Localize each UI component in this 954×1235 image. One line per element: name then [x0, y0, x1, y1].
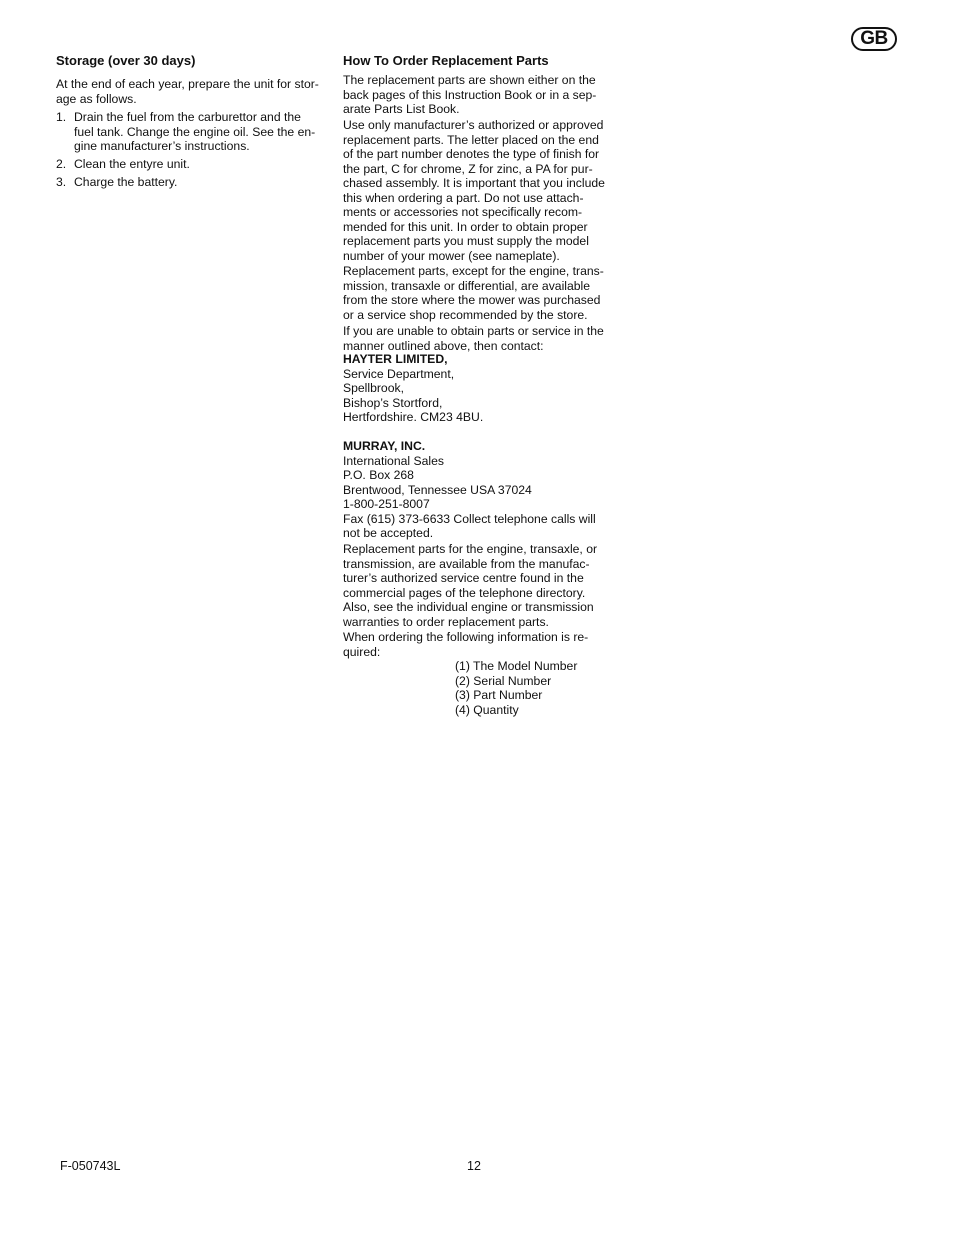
- text-line: turer’s authorized service centre found in the: [343, 571, 584, 585]
- fax-line: Fax (615) 373-6633 Collect telephone calls will: [343, 511, 596, 526]
- text-line: At the end of each year, prepare the unit for stor-: [56, 77, 319, 91]
- text-line: age as follows.: [56, 91, 137, 106]
- address-line: Hertfordshire. CM23 4BU.: [343, 410, 484, 424]
- address-line: Bishop’s Stortford,: [343, 395, 443, 410]
- text-line: fuel tank. Change the engine oil. See the en-: [74, 124, 316, 139]
- list-item: (1) The Model Number: [455, 659, 578, 673]
- list-item: (2) Serial Number: [455, 673, 552, 688]
- address-line: Service Department,: [343, 366, 455, 381]
- document-code: F-050743L: [60, 1159, 121, 1173]
- list-item: (4) Quantity: [455, 702, 519, 717]
- text-line: gine manufacturer’s instructions.: [74, 139, 250, 153]
- text-line: When ordering the following information is re-: [343, 630, 589, 644]
- order-heading: How To Order Replacement Parts: [343, 53, 549, 68]
- text-line: from the store where the mower was purchased: [343, 293, 601, 307]
- text-line: the part, C for chrome, Z for zinc, a PA for pur-: [343, 161, 593, 176]
- text-line: commercial pages of the telephone directory.: [343, 585, 586, 600]
- address-line: P.O. Box 268: [343, 468, 414, 482]
- text-line: warranties to order replacement parts.: [343, 614, 549, 629]
- storage-item-1: [56, 110, 328, 154]
- storage-intro: [56, 77, 319, 106]
- text-line: arate Parts List Book.: [343, 102, 460, 116]
- address-line: Brentwood, Tennessee USA 37024: [343, 482, 532, 497]
- text-line: back pages of this Instruction Book or in a sep-: [343, 87, 597, 102]
- text-line: The replacement parts are shown either on the: [343, 73, 596, 87]
- order-paragraph-2: [343, 118, 605, 263]
- text-line: manner outlined above, then contact:: [343, 338, 544, 353]
- language-badge: GB: [851, 27, 897, 51]
- address-line: International Sales: [343, 453, 444, 468]
- text-line: Replacement parts for the engine, transaxle, or: [343, 542, 598, 556]
- text-line: of the part number denotes the type of finish for: [343, 147, 600, 161]
- text-line: Also, see the individual engine or transmission: [343, 600, 594, 614]
- page-number: 12: [467, 1159, 481, 1173]
- order-paragraph-5: [343, 542, 597, 629]
- text-line: mission, transaxle or differential, are available: [343, 278, 591, 293]
- storage-item-3: [56, 175, 328, 190]
- text-line: this when ordering a part. Do not use attach-: [343, 190, 584, 205]
- storage-heading: Storage (over 30 days): [56, 53, 196, 68]
- required-info-list: [455, 659, 577, 717]
- address-line: Spellbrook,: [343, 381, 404, 395]
- text-line: transmission, are available from the manufac-: [343, 556, 590, 571]
- text-line: Use only manufacturer’s authorized or approved: [343, 118, 604, 132]
- company-name: MURRAY, INC.: [343, 439, 426, 453]
- text-line: Replacement parts, except for the engine, trans-: [343, 264, 604, 278]
- text-line: quired:: [343, 644, 381, 659]
- order-paragraph-3: [343, 264, 604, 322]
- text-line: ments or accessories not specifically recom-: [343, 205, 583, 219]
- text-line: number of your mower (see nameplate).: [343, 248, 560, 263]
- text-line: replacement parts you must supply the model: [343, 234, 589, 248]
- phone-number: 1-800-251-8007: [343, 497, 430, 511]
- text-line: chased assembly. It is important that you include: [343, 176, 605, 190]
- fax-line: not be accepted.: [343, 526, 434, 540]
- list-number: 1.: [56, 110, 67, 124]
- storage-item-2: [56, 157, 328, 172]
- order-paragraph-1: [343, 73, 596, 117]
- order-paragraph-4: [343, 324, 604, 353]
- text-line: mended for this unit. In order to obtain proper: [343, 219, 588, 234]
- text-line: replacement parts. The letter placed on the end: [343, 132, 599, 147]
- company-name: HAYTER LIMITED,: [343, 352, 448, 366]
- text-line: Drain the fuel from the carburettor and the: [74, 110, 301, 124]
- murray-address: [343, 439, 596, 541]
- text-line: If you are unable to obtain parts or service in the: [343, 324, 604, 338]
- text-line: Clean the entyre unit.: [74, 157, 190, 171]
- text-line: or a service shop recommended by the store.: [343, 307, 588, 322]
- list-number: 2.: [56, 157, 67, 171]
- text-line: Charge the battery.: [74, 175, 178, 189]
- order-paragraph-6: [343, 630, 588, 659]
- list-number: 3.: [56, 175, 67, 189]
- list-item: (3) Part Number: [455, 688, 543, 702]
- hayter-address: [343, 352, 483, 425]
